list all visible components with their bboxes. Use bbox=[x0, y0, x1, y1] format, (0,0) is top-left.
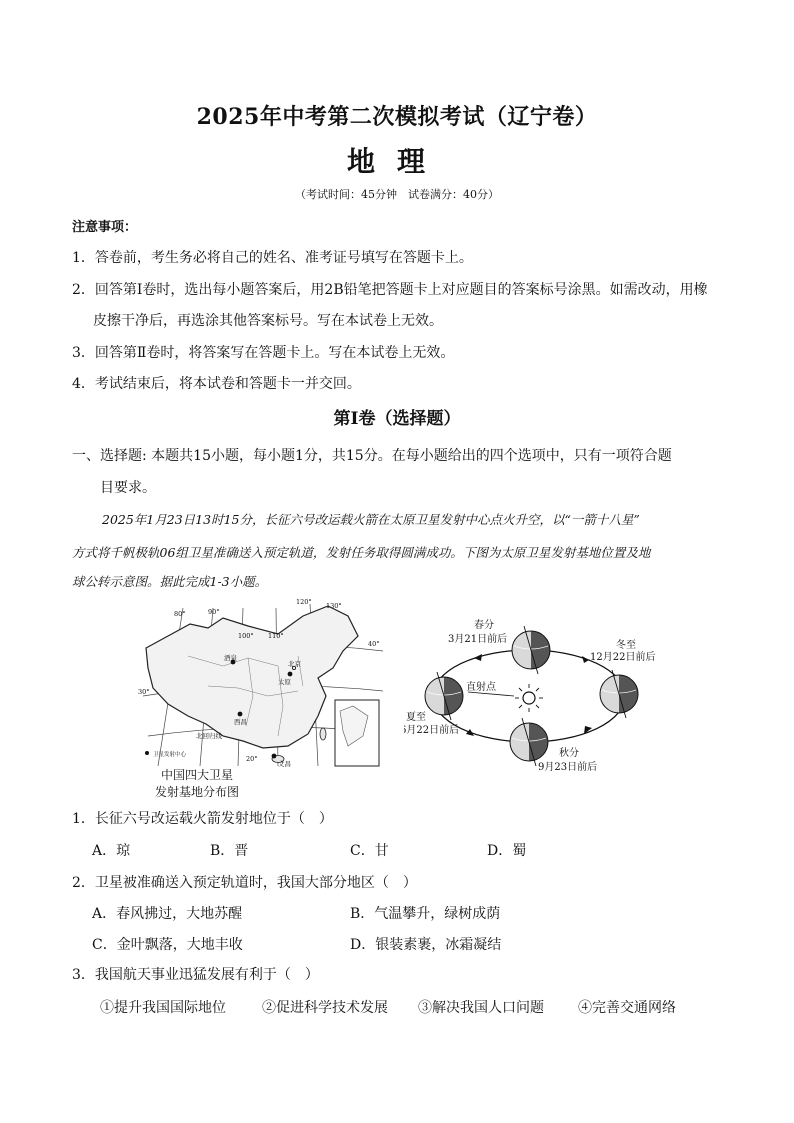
question-2-stem: 2．卫星被准确送入预定轨道时，我国大部分地区（ ） bbox=[72, 875, 417, 891]
notice-item-3: 3．回答第Ⅱ卷时，将答案写在答题卡上。写在本试卷上无效。 bbox=[72, 345, 455, 361]
section-instruction-cont: 目要求。 bbox=[100, 480, 156, 496]
question-2-option-a[interactable]: A．春风拂过，大地苏醒 bbox=[92, 906, 243, 922]
question-3-item-4: ④完善交通网络 bbox=[578, 1000, 676, 1016]
passage-line-3: 球公转示意图。据此完成1-3小题。 bbox=[72, 574, 268, 589]
lat-40-label: 40° bbox=[368, 640, 380, 648]
lon-110-label: 110° bbox=[268, 632, 284, 640]
question-1-option-b[interactable]: B．晋 bbox=[210, 843, 249, 859]
beijing-label: 北京 bbox=[288, 660, 301, 668]
winter-solstice-date: 12月22日前后 bbox=[590, 652, 656, 663]
question-3-item-2: ②促进科学技术发展 bbox=[262, 1000, 388, 1016]
question-3-item-3: ③解决我国人口问题 bbox=[418, 1000, 544, 1016]
notice-item-2: 2．回答第Ⅰ卷时，选出每小题答案后，用2B铅笔把答题卡上对应题目的答案标号涂黑。如需改动，用橡 bbox=[72, 282, 708, 298]
lat-20-label: 20° bbox=[246, 755, 258, 763]
question-3-item-1: ①提升我国国际地位 bbox=[100, 1000, 226, 1016]
summer-solstice-label: 夏至 bbox=[406, 712, 426, 723]
lon-80-label: 80° bbox=[174, 610, 186, 618]
legend-label: 卫星发射中心 bbox=[153, 752, 187, 758]
lon-90-label: 90° bbox=[208, 608, 220, 616]
map-caption-line-2: 发射基地分布图 bbox=[154, 785, 239, 799]
xichang-label: 西昌 bbox=[234, 718, 247, 726]
question-3-stem: 3．我国航天事业迅猛发展有利于（ ） bbox=[72, 967, 319, 983]
lat-30-label: 30° bbox=[138, 688, 150, 696]
question-2-option-d[interactable]: D．银装素裹，冰霜凝结 bbox=[350, 937, 502, 953]
question-1-option-c[interactable]: C．甘 bbox=[350, 843, 389, 859]
tropic-label: 北回归线 bbox=[196, 732, 222, 740]
spring-equinox-label: 春分 bbox=[474, 620, 494, 631]
subject-title: 地理 bbox=[346, 145, 447, 178]
china-satellite-base-map bbox=[128, 596, 388, 771]
lon-120-label: 120° bbox=[296, 598, 312, 606]
notice-item-1: 1．答卷前，考生务必将自己的姓名、准考证号填写在答题卡上。 bbox=[72, 250, 473, 266]
exam-title: 2025年中考第二次模拟考试（辽宁卷） bbox=[196, 104, 598, 130]
winter-solstice-label: 冬至 bbox=[616, 640, 636, 651]
taiyuan-label: 太原 bbox=[278, 678, 291, 686]
lon-100-label: 100° bbox=[238, 632, 254, 640]
summer-solstice-date: 6月22日前后 bbox=[404, 725, 460, 736]
question-1-option-a[interactable]: A．琼 bbox=[92, 843, 131, 859]
wenchang-label: 文昌 bbox=[278, 760, 291, 768]
spring-equinox-date: 3月21日前后 bbox=[448, 634, 508, 645]
passage-line-1: 2025年1月23日13时15分，长征六号改运载火箭在太原卫星发射中心点火升空，以“一箭十八星” bbox=[102, 512, 640, 527]
autumn-equinox-date: 9月23日前后 bbox=[538, 762, 598, 773]
autumn-equinox-label: 秋分 bbox=[559, 748, 579, 759]
section-instruction: 一、选择题: 本题共15小题，每小题1分，共15分。在每小题给出的四个选项中，只有一项符合题 bbox=[72, 448, 672, 464]
section-title: 第Ⅰ卷（选择题） bbox=[333, 409, 461, 429]
question-2-option-c[interactable]: C．金叶飘落，大地丰收 bbox=[92, 937, 243, 953]
notice-item-2-cont: 皮擦干净后，再选涂其他答案标号。写在本试卷上无效。 bbox=[93, 313, 443, 329]
notice-item-4: 4．考试结束后，将本试卷和答题卡一并交回。 bbox=[72, 376, 361, 392]
subsolar-point-label: 直射点 bbox=[466, 682, 496, 693]
jiuquan-label: 酒泉 bbox=[224, 654, 237, 662]
lon-130-label: 130° bbox=[326, 602, 342, 610]
question-1-stem: 1．长征六号改运载火箭发射地位于（ ） bbox=[72, 811, 333, 827]
exam-info: （考试时间：45分钟 试卷满分：40分） bbox=[295, 188, 499, 201]
passage-line-2: 方式将千帆极轨06组卫星准确送入预定轨道，发射任务取得圆满成功。下图为太原卫星发射基地位置及地 bbox=[72, 545, 651, 560]
question-2-option-b[interactable]: B．气温攀升，绿树成荫 bbox=[350, 906, 501, 922]
notice-heading: 注意事项： bbox=[72, 220, 138, 235]
question-1-option-d[interactable]: D．蜀 bbox=[487, 843, 527, 859]
earth-revolution-diagram bbox=[404, 616, 664, 776]
map-caption-line-1: 中国四大卫星 bbox=[160, 768, 233, 782]
